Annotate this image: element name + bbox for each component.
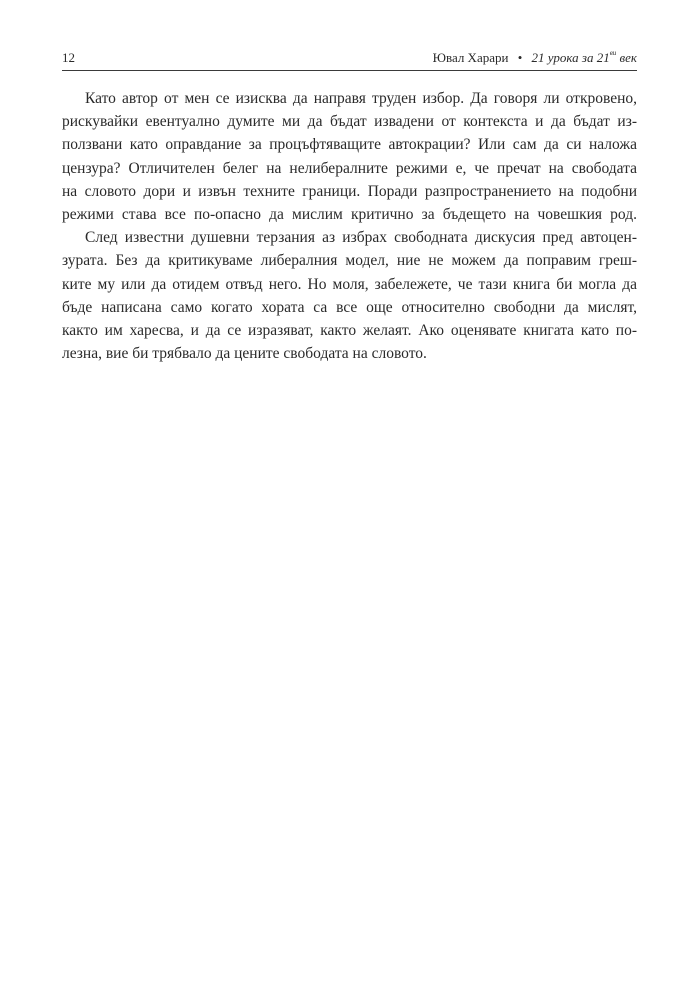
text-line: цензура? Отличителен белег на нелибералните режими е, че пречат на свободата [62, 159, 637, 177]
text-line: лезна, вие би трябвало да цените свободата на словото. [62, 345, 427, 363]
header-rule [62, 70, 637, 71]
text-line: бъде написана само когато хората са все още относително свободни да мислят, [62, 298, 637, 316]
text-line: ползвани като оправдание за процъфтяващите автокрации? Или сам да си наложа [62, 136, 637, 154]
text-line: ките му или да отидем отвъд него. Но моля, забележете, че тази книга би могла да [62, 275, 637, 293]
running-head-separator: • [517, 50, 523, 65]
text-line: След известни душевни терзания аз избрах свободната дискусия пред автоцен- [85, 229, 637, 247]
text-line: Като автор от мен се изисква да направя труден избор. Да говоря ли откровено, [85, 90, 637, 107]
page-number: 12 [62, 50, 75, 65]
paragraph-2 [62, 226, 637, 365]
text-line: зурата. Без да критикуваме либералния модел, ние не можем да поправим греш- [62, 252, 637, 270]
page-header [62, 48, 637, 68]
text-line: рискувайки евентуално думите ми да бъдат извадени от контекста и да бъдат из- [62, 113, 637, 131]
book-title-superscript: ви [609, 49, 617, 57]
book-title-suffix: век [616, 50, 637, 65]
running-head [433, 50, 637, 66]
paragraph-1 [62, 87, 637, 226]
text-line: на словото дори и извън техните граници. Поради разпространението на подобни [62, 182, 637, 200]
running-head-book-title [532, 50, 637, 65]
text-line: както им харесва, и да се изразяват, както желаят. Ако оценявате книгата като по- [62, 322, 637, 340]
running-head-author: Ювал Харари [432, 50, 509, 65]
book-title-prefix: 21 урока за 21 [531, 50, 610, 65]
text-line: режими става все по-опасно да мислим критично за бъдещето на човешкия род. [62, 206, 637, 224]
body-text [62, 87, 637, 365]
